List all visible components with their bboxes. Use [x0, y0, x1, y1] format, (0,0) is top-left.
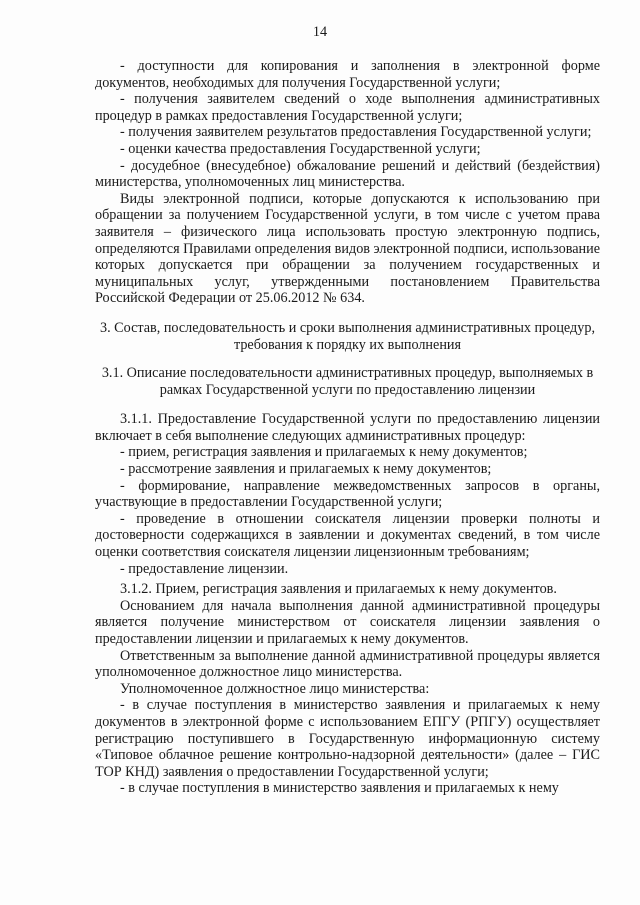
paragraph: - предоставление лицензии.: [120, 560, 289, 577]
paragraph: - прием, регистрация заявления и прилагаемых к нему документов;: [120, 444, 528, 461]
paragraph: Основанием для начала выполнения данной административной процедуры является получение министерством от соискателя лицензии заявления о предоставлении лицензии и прилагаемых к нему документов.: [95, 597, 600, 647]
paragraph: - проведение в отношении соискателя лицензии проверки полноты и достоверности содержащихся в заявлении и документах сведений, в том числе оценки соответствия соискателя лицензии лицензионным требованиям;: [95, 510, 600, 561]
paragraph: - получения заявителем сведений о ходе выполнения административных процедур в рамках предоставления Государственной услуги;: [95, 91, 600, 124]
paragraph: 3.1.2. Прием, регистрация заявления и прилагаемых к нему документов.: [120, 581, 557, 598]
paragraph: - досудебное (внесудебное) обжалование решений и действий (бездействия) министерства, уполномоченных лиц министерства.: [95, 157, 600, 191]
document-body: [95, 58, 600, 797]
paragraph: - в случае поступления в министерство заявления и прилагаемых к нему документов в электронной форме с использованием ЕПГУ (РПГУ) осуществляет регистрацию поступившего в Государственную информационную систему «Типовое облачное решение контрольно-надзорной деятельности» (далее – ГИС ТОР КНД) заявления о предоставлении Государственной услуги;: [95, 697, 600, 780]
paragraph: Виды электронной подписи, которые допускаются к использованию при обращении за получением Государственной услуги, в том числе с учетом права заявителя – физического лица использовать простую электронную подпись, определяются Правилами определения видов электронной подписи, использование которых допускается при обращении за получением государственных и муниципальных услуг, утвержденными постановлением Правительства Российской Федерации от 25.06.2012 № 634.: [95, 190, 600, 307]
paragraph: Уполномоченное должностное лицо министерства:: [120, 680, 430, 697]
section-heading: 3. Состав, последовательность и сроки выполнения административных процедур, требования к порядку их выполнения: [99, 319, 595, 353]
paragraph: - в случае поступления в министерство заявления и прилагаемых к нему: [120, 780, 559, 797]
paragraph: - рассмотрение заявления и прилагаемых к нему документов;: [120, 461, 492, 478]
paragraph: - доступности для копирования и заполнения в электронной форме документов, необходимых для получения Государственной услуги;: [95, 58, 600, 91]
paragraph: 3.1.1. Предоставление Государственной услуги по предоставлению лицензии включает в себя выполнение следующих административных процедур:: [95, 411, 600, 444]
subsection-heading: 3.1. Описание последовательности административных процедур, выполняемых в рамках Государственной услуги по предоставлению лицензии: [101, 365, 594, 398]
paragraph: - оценки качества предоставления Государственной услуги;: [120, 140, 481, 157]
paragraph: - формирование, направление межведомственных запросов в органы, участвующие в предоставлении Государственной услуги;: [95, 477, 600, 511]
page-number: 14: [312, 24, 328, 40]
paragraph: Ответственным за выполнение данной административной процедуры является уполномоченное должностное лицо министерства.: [95, 647, 600, 681]
paragraph: - получения заявителем результатов предоставления Государственной услуги;: [120, 124, 592, 141]
